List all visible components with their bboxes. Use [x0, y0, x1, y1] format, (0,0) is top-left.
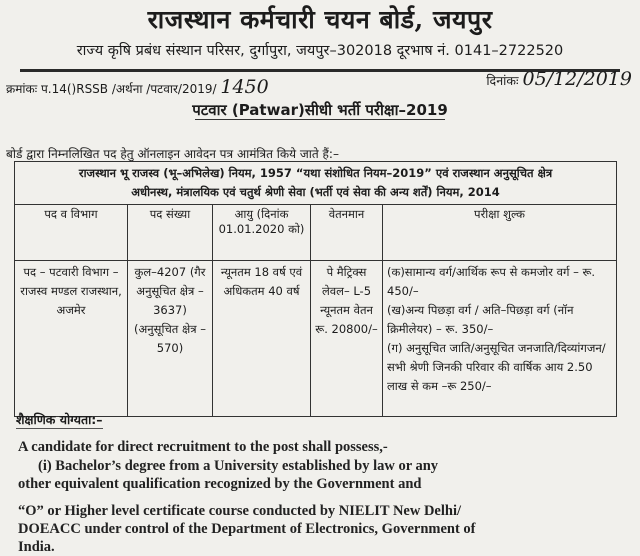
header-count: पद संख्या: [128, 205, 213, 261]
education-line-4: “O” or Higher level certificate course conducted by NIELIT New Delhi/: [18, 503, 462, 519]
reference-label: क्रमांकः प.14(: [6, 82, 72, 96]
education-heading: शैक्षणिक योग्यता:–: [16, 412, 103, 427]
date-label: दिनांकः: [486, 73, 519, 88]
fee-sc-st: (ग) अनुसूचित जाति/अनुसूचित जनजाति/दिव्यांगजन/सभी श्रेणी जिनकी परिवार की वार्षिक आय 2.50 लाख से कम –रू 250/–: [387, 341, 606, 393]
cell-count: कुल–4207 (गैर अनुसूचित क्षेत्र – 3637) (अनुसूचित क्षेत्र – 570): [128, 261, 213, 417]
reference-number: [6, 76, 269, 98]
org-title: राजस्थान कर्मचारी चयन बोर्ड, जयपुर: [147, 5, 493, 34]
rule-cell: [15, 162, 617, 205]
education-line-5: DOEACC under control of the Department of Electronics, Government of: [18, 521, 476, 537]
intro-text: बोर्ड द्वारा निम्नलिखित पद हेतु ऑनलाइन आवेदन पत्र आमंत्रित किये जाते हैं:–: [6, 147, 339, 161]
header-age: आयु (दिनांक 01.01.2020 को): [213, 205, 311, 261]
header-pay: वेतनमान: [311, 205, 383, 261]
vacancy-table: [14, 161, 617, 417]
date-value: 05/12/2019: [522, 68, 632, 90]
exam-title-underline: [195, 119, 445, 120]
rule-text-line1: राजस्थान भू राजस्व (भू–अभिलेख) नियम, 1957 “यथा संशोधित नियम–2019” एवं राजस्थान अनुसूचित क्षेत्र: [78, 166, 553, 180]
header-post: पद व विभाग: [15, 205, 128, 261]
reference-text: )RSSB /अर्थना /पटवार/2019/: [71, 82, 217, 96]
fee-obc: (ख)अन्य पिछड़ा वर्ग / अति–पिछड़ा वर्ग (नॉन क्रिमीलेयर) – रू. 350/–: [387, 303, 574, 336]
table-row: [15, 261, 617, 417]
cell-post: पद – पटवारी विभाग – राजस्व मण्डल राजस्थान, अजमेर: [15, 261, 128, 417]
cell-pay: पे मैट्रिक्स लेवल– L-5 न्यूनतम वेतन रू. 20800/–: [311, 261, 383, 417]
education-line-3: other equivalent qualification recognized by the Government and: [18, 476, 422, 492]
education-line-2: (i) Bachelor’s degree from a University established by law or any: [38, 458, 439, 474]
exam-title: पटवार (Patwar)सीधी भर्ती परीक्षा–2019: [192, 101, 448, 119]
header-row: [15, 205, 617, 261]
rule-row: [15, 162, 617, 205]
cell-fee: [383, 261, 617, 417]
rule-text-line2: अधीनस्थ, मंत्रालयिक एवं चतुर्थ श्रेणी सेवा (भर्ती एवं सेवा की अन्य शर्तें) नियम, 2014: [131, 185, 500, 199]
date-block: [486, 68, 632, 90]
education-line-6: India.: [18, 539, 55, 555]
fee-general: (क)सामान्य वर्ग/आर्थिक रूप से कमजोर वर्ग – रू. 450/–: [387, 265, 596, 298]
org-address: राज्य कृषि प्रबंध संस्थान परिसर, दुर्गापुरा, जयपुर–302018 दूरभाष नं. 0141–2722520: [76, 43, 564, 59]
cell-age: न्यूनतम 18 वर्ष एवं अधिकतम 40 वर्ष: [213, 261, 311, 417]
reference-handwritten-number: 1450: [220, 76, 269, 98]
education-line-1: A candidate for direct recruitment to the post shall possess,-: [18, 439, 388, 455]
header-fee: परीक्षा शुल्क: [383, 205, 617, 261]
